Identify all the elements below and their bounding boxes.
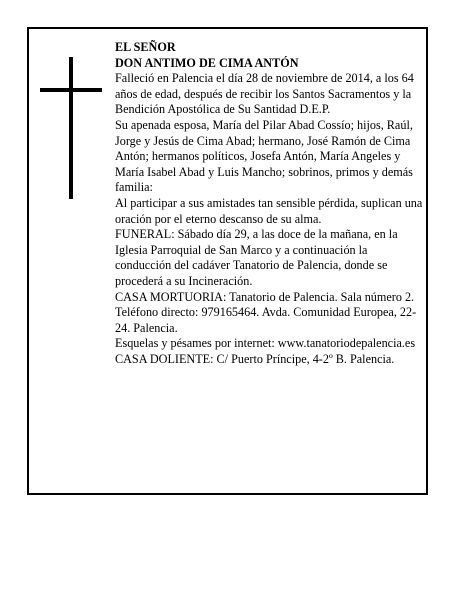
title-line-1: EL SEÑOR [115,40,176,54]
mortuary-paragraph: CASA MORTUORIA: Tanatorio de Palencia. Sala número 2. Teléfono directo: 979165464. Avda. Comunidad Europea, 22-24. Palencia. [115,289,417,335]
cross-vertical-bar [69,57,73,199]
cross-horizontal-bar [40,88,102,92]
obituary-text [115,40,423,367]
deceased-name: DON ANTIMO DE CIMA ANTÓN [115,55,299,70]
death-notice-paragraph: Falleció en Palencia el día 28 de noviembre de 2014, a los 64 años de edad, después de recibir los Santos Sacramentos y la Bendición Apostólica de Su Santidad D.E.P. [115,71,414,117]
family-home-paragraph: CASA DOLIENTE: C/ Puerto Príncipe, 4-2º B. Palencia. [115,351,395,366]
funeral-paragraph: FUNERAL: Sábado día 29, a las doce de la mañana, en la Iglesia Parroquial de San Marco y a continuación la conducción del cadáver Tanatorio de Palencia, donde se procederá a su Incineración. [115,227,398,288]
family-paragraph: Su apenada esposa, María del Pilar Abad Cossío; hijos, Raúl, Jorge y Jesús de Cima Abad; hermano, José Ramón de Cima Antón; hermanos políticos, Josefa Antón, María Angeles y María Isabel Abad y Luis Mancho; sobrinos, primos y demás familia: [115,117,413,195]
internet-paragraph: Esquelas y pésames por internet: www.tanatoriodepalencia.es [115,336,416,351]
obituary-frame [27,27,428,495]
prayer-paragraph: Al participar a sus amistades tan sensible pérdida, suplican una oración por el eterno descanso de su alma. [115,195,423,226]
